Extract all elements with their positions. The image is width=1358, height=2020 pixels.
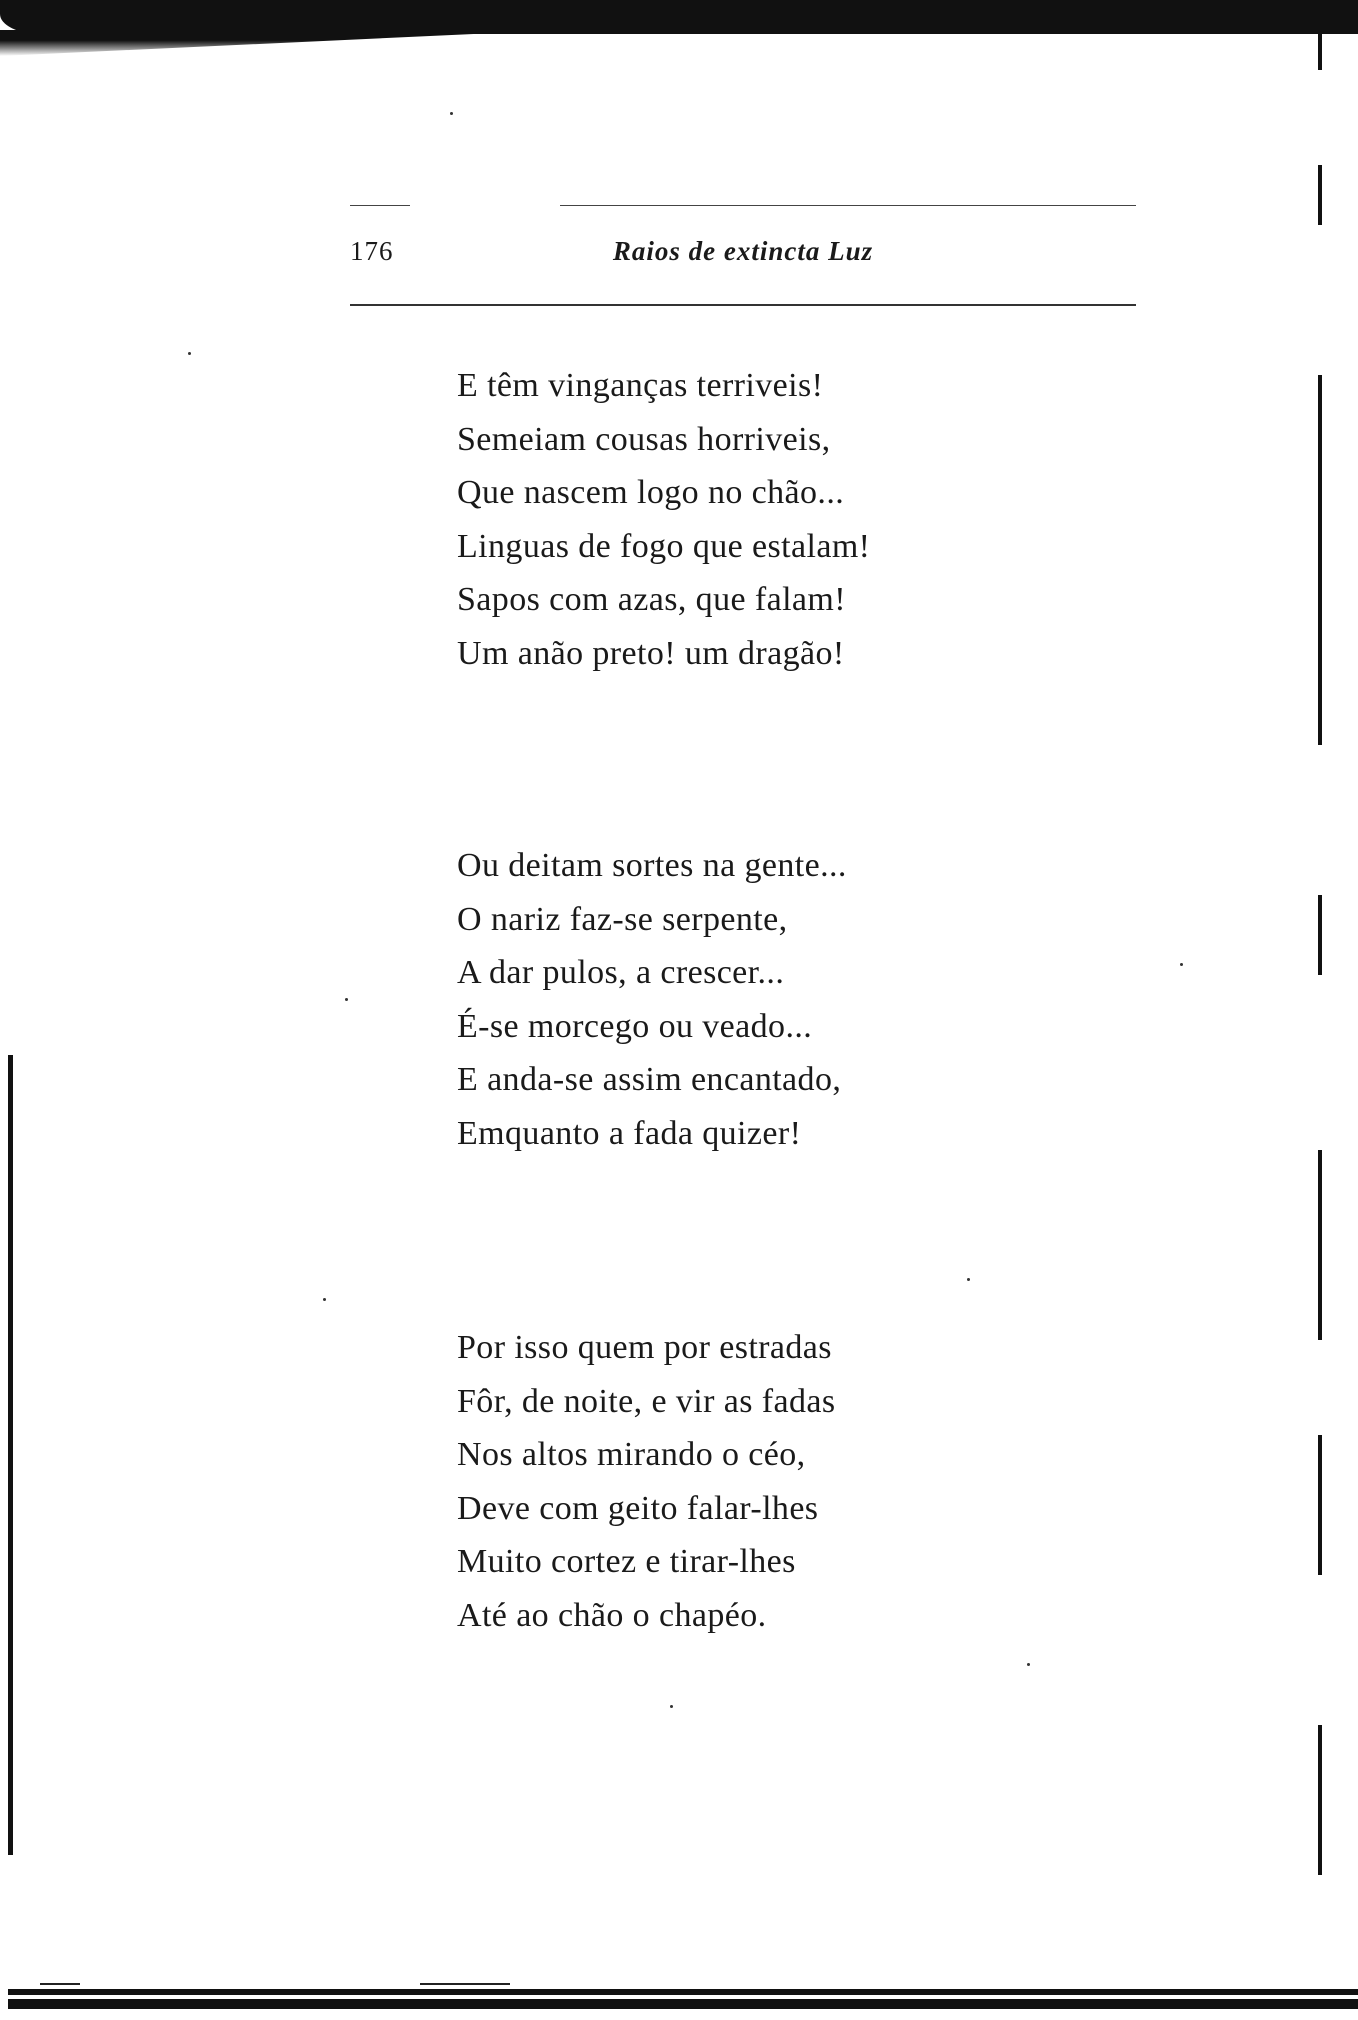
verse-line: Sapos com azas, que falam! (457, 581, 846, 619)
verse-line: Emquanto a fada quizer! (457, 1114, 802, 1152)
verse-line: Deve com geito falar-lhes (457, 1489, 819, 1527)
scan-border-top (0, 0, 1358, 34)
verse-line: Fôr, de noite, e vir as fadas (457, 1382, 836, 1420)
scan-edge-mark-right (1318, 1435, 1322, 1575)
scan-speck (967, 1278, 970, 1281)
stanza (457, 359, 870, 681)
scan-border-bottom-line (8, 1999, 1358, 2009)
scan-speck (670, 1705, 673, 1708)
verse-line: Por isso quem por estradas (457, 1329, 832, 1366)
running-title: Raios de extincta Luz (612, 236, 874, 266)
header-rule-bottom (350, 304, 1136, 306)
verse-line: O nariz faz-se serpente, (457, 900, 788, 938)
scan-speck (345, 998, 348, 1001)
scan-speck (1027, 1663, 1030, 1666)
verse-line: E têm vinganças terriveis! (457, 367, 824, 404)
verse-line: Que nascem logo no chão... (457, 474, 845, 512)
verse-line: Linguas de fogo que estalam! (457, 527, 871, 565)
stanza (457, 1321, 835, 1643)
verse-line: Até ao chão o chapéo. (457, 1596, 767, 1634)
verse-line: Nos altos mirando o céo, (457, 1436, 806, 1474)
scan-border-bottom-dash (420, 1983, 510, 1985)
scan-edge-mark-right (1318, 165, 1322, 225)
page-number: 176 (350, 236, 394, 266)
header-rule-top-fragment (350, 205, 410, 206)
header-rule-top (560, 205, 1136, 206)
verse-line: Semeiam cousas horriveis, (457, 420, 831, 458)
verse-line: É-se morcego ou veado... (457, 1007, 813, 1045)
scan-edge-mark-right (1318, 375, 1322, 745)
verse-line: Muito cortez e tirar-lhes (457, 1543, 796, 1581)
scan-speck (1180, 963, 1183, 966)
scan-border-bottom-dash (40, 1983, 80, 1985)
running-header (350, 236, 1136, 276)
scan-border-bottom-line (8, 1989, 1358, 1995)
verse-line: A dar pulos, a crescer... (457, 954, 785, 992)
verse-line: Um anão preto! um dragão! (457, 634, 845, 672)
scan-edge-mark-left (8, 1055, 13, 1855)
scan-edge-mark-right (1318, 1150, 1322, 1340)
scan-border-bottom (0, 1983, 1358, 2020)
stanza (457, 839, 847, 1161)
scan-edge-mark-right (1318, 20, 1322, 70)
scan-edge-mark-right (1318, 895, 1322, 975)
scan-speck (188, 352, 191, 355)
scan-speck (323, 1298, 326, 1301)
verse-line: E anda-se assim encantado, (457, 1061, 842, 1099)
scan-speck (450, 112, 453, 115)
verse-line: Ou deitam sortes na gente... (457, 847, 847, 884)
scan-edge-mark-right (1318, 1725, 1322, 1875)
